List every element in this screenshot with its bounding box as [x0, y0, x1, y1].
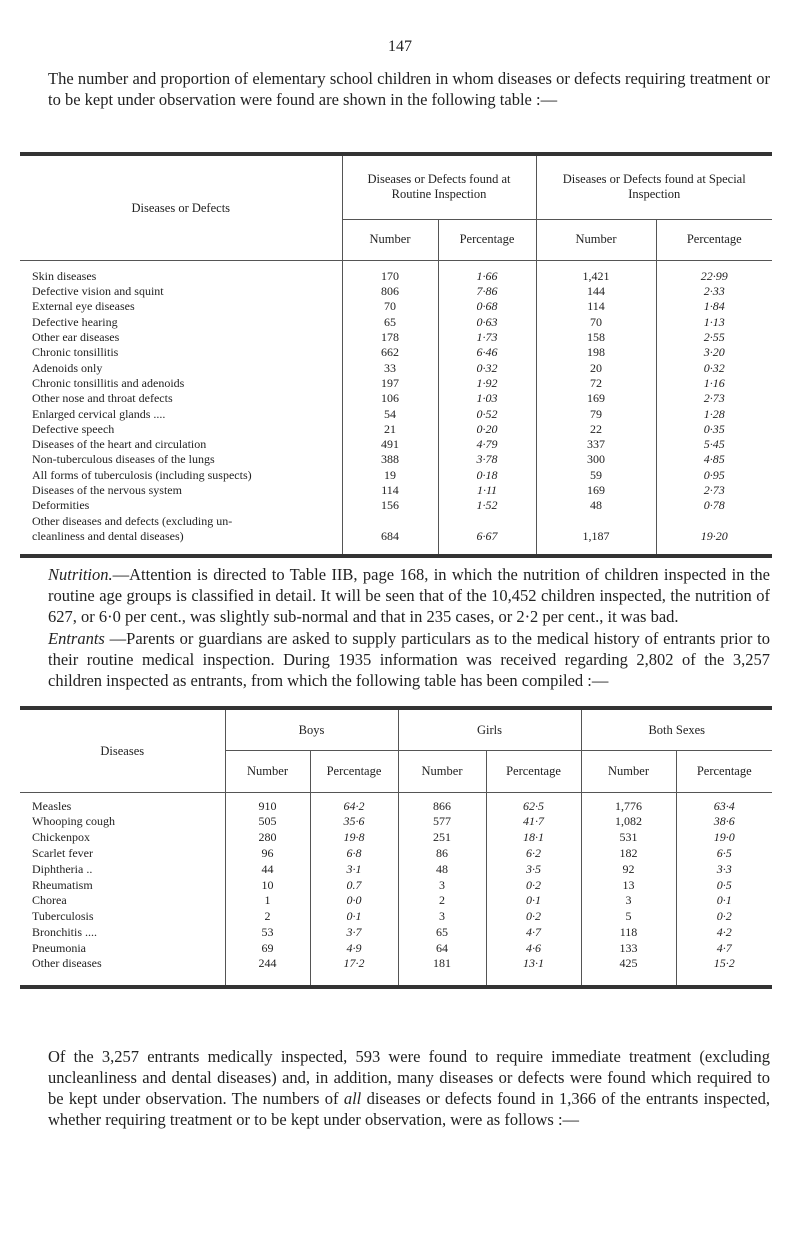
row-label: Measles	[20, 793, 225, 815]
special-number-cell: 22	[536, 422, 656, 437]
girls-percentage-cell: 0·2	[486, 877, 581, 893]
table-row	[20, 452, 772, 467]
table-row	[20, 376, 772, 391]
table-row	[20, 483, 772, 498]
special-number-cell: 114	[536, 299, 656, 314]
boys-percentage-cell: 17·2	[310, 956, 398, 987]
routine-number-cell: 156	[342, 498, 438, 513]
special-number-cell: 144	[536, 284, 656, 299]
boys-number-cell: 10	[225, 877, 310, 893]
both-number-cell: 92	[581, 861, 676, 877]
boys-number-cell: 505	[225, 814, 310, 830]
row-label: Rheumatism	[20, 877, 225, 893]
special-number-cell: 59	[536, 468, 656, 483]
intro-paragraph: The number and proportion of elementary school children in whom diseases or defects requiring treatment or to be kept under observation were found are shown in the following table :—	[48, 69, 770, 109]
table-row	[20, 956, 772, 987]
table-row	[20, 284, 772, 299]
both-percentage-cell: 4·7	[716, 940, 732, 955]
routine-percentage-cell: 6·67	[438, 529, 536, 556]
row-label: Diseases of the nervous system	[20, 483, 342, 498]
girls-number-cell: 64	[398, 940, 486, 956]
col-group-both-sexes: Both Sexes	[648, 722, 706, 737]
routine-percentage-cell: 6·46	[438, 345, 536, 360]
closing-paragraph	[48, 1046, 770, 1130]
boys-number-cell: 280	[225, 830, 310, 846]
girls-number-cell: 48	[398, 861, 486, 877]
table-row	[20, 468, 772, 483]
special-number-cell: 1,187	[536, 529, 656, 556]
row-label: Other nose and throat defects	[20, 391, 342, 406]
special-percentage-cell: 22·99	[700, 269, 728, 283]
entrants-paragraph	[48, 628, 770, 691]
row-label: Defective speech	[20, 422, 342, 437]
row-label: Skin diseases	[20, 261, 342, 285]
boys-percentage-cell: 64·2	[310, 793, 398, 815]
table-row	[20, 909, 772, 925]
special-percentage-cell: 0·32	[703, 360, 725, 375]
row-label: Enlarged cervical glands ....	[20, 406, 342, 421]
both-percentage-cell: 38·6	[713, 814, 735, 829]
boys-number-cell: 2	[225, 909, 310, 925]
routine-number-cell: 21	[342, 422, 438, 437]
routine-number-cell: 684	[342, 529, 438, 556]
row-label: Chronic tonsillitis	[20, 345, 342, 360]
boys-percentage-cell: 35·6	[310, 814, 398, 830]
row-label: Tuberculosis	[20, 909, 225, 925]
girls-number-cell: 251	[398, 830, 486, 846]
col-header-special-number: Number	[536, 219, 656, 260]
col-group-girls: Girls	[398, 710, 581, 751]
table-row	[20, 391, 772, 406]
special-percentage-cell: 0·95	[703, 467, 725, 482]
special-number-cell: 70	[536, 315, 656, 330]
boys-number-cell: 1	[225, 893, 310, 909]
routine-percentage-cell: 0·52	[438, 406, 536, 421]
table-row	[20, 261, 772, 285]
row-label: Chronic tonsillitis and adenoids	[20, 376, 342, 391]
boys-percentage-cell: 0·1	[310, 909, 398, 925]
girls-number-cell: 3	[398, 909, 486, 925]
col-header-routine-percentage: Percentage	[438, 219, 536, 260]
special-percentage-cell: 1·13	[703, 314, 725, 329]
col-header-girls-number: Number	[398, 751, 486, 793]
table-row	[20, 406, 772, 421]
col-header-boys-percentage: Percentage	[310, 751, 398, 793]
row-label: Deformities	[20, 498, 342, 513]
routine-number-cell: 170	[342, 261, 438, 285]
both-percentage-cell: 0·1	[716, 893, 732, 908]
special-number-cell: 169	[536, 483, 656, 498]
col-header-both-number: Number	[581, 751, 676, 793]
both-percentage-cell: 0·2	[716, 909, 732, 924]
both-percentage-cell: 6·5	[716, 845, 732, 860]
routine-percentage-cell: 1·92	[438, 376, 536, 391]
special-percentage-cell	[656, 513, 772, 528]
both-number-cell: 1,082	[581, 814, 676, 830]
row-label: Pneumonia	[20, 940, 225, 956]
routine-number-cell	[342, 513, 438, 528]
girls-percentage-cell: 0·2	[486, 909, 581, 925]
both-number-cell: 13	[581, 877, 676, 893]
routine-percentage-cell: 0·18	[438, 468, 536, 483]
both-number-cell: 531	[581, 830, 676, 846]
row-label: Scarlet fever	[20, 846, 225, 862]
col-header-diseases: Diseases	[20, 710, 225, 793]
boys-number-cell: 44	[225, 861, 310, 877]
table-row	[20, 877, 772, 893]
girls-number-cell: 86	[398, 846, 486, 862]
special-percentage-cell: 0·35	[703, 421, 725, 436]
both-percentage-cell: 0·5	[716, 877, 732, 892]
girls-number-cell: 181	[398, 956, 486, 987]
special-percentage-cell: 2·73	[703, 391, 725, 406]
row-label: Bronchitis ....	[20, 925, 225, 941]
boys-number-cell: 69	[225, 940, 310, 956]
nutrition-heading: Nutrition.	[48, 565, 113, 584]
girls-number-cell: 2	[398, 893, 486, 909]
special-number-cell: 300	[536, 452, 656, 467]
both-number-cell: 118	[581, 925, 676, 941]
table-row	[20, 846, 772, 862]
table-row	[20, 422, 772, 437]
routine-percentage-cell: 4·79	[438, 437, 536, 452]
routine-percentage-cell: 0·68	[438, 299, 536, 314]
table-row	[20, 893, 772, 909]
routine-number-cell: 197	[342, 376, 438, 391]
special-percentage-cell: 1·16	[703, 375, 725, 390]
row-label: Defective vision and squint	[20, 284, 342, 299]
row-label: cleanliness and dental diseases)	[20, 529, 342, 556]
closing-text-before: Of the 3,257 entrants medically inspected, 593 were found to require immediate treatment (excluding uncleanliness and dental diseases) and, in addition, many diseases or defects were found which required to be kept under observation. The numbers of	[48, 1047, 770, 1108]
col-header-both-percentage: Percentage	[676, 751, 772, 793]
special-percentage-cell: 5·45	[703, 437, 725, 452]
special-number-cell: 198	[536, 345, 656, 360]
girls-number-cell: 577	[398, 814, 486, 830]
boys-number-cell: 910	[225, 793, 310, 815]
girls-number-cell: 65	[398, 925, 486, 941]
row-label: Non-tuberculous diseases of the lungs	[20, 452, 342, 467]
row-label: Adenoids only	[20, 360, 342, 375]
both-number-cell: 3	[581, 893, 676, 909]
special-percentage-cell: 3·20	[703, 345, 725, 360]
table-row	[20, 299, 772, 314]
girls-percentage-cell: 41·7	[486, 814, 581, 830]
special-percentage-cell: 1·84	[703, 299, 725, 314]
row-label: Diphtheria ..	[20, 861, 225, 877]
col-group-boys: Boys	[225, 710, 398, 751]
col-header-girls-percentage: Percentage	[486, 751, 581, 793]
col-group-special: Diseases or Defects found at Special Inspection	[562, 172, 746, 202]
boys-percentage-cell: 0.7	[310, 877, 398, 893]
col-header-diseases-defects: Diseases or Defects	[20, 156, 342, 261]
boys-number-cell: 244	[225, 956, 310, 987]
boys-percentage-cell: 19·8	[310, 830, 398, 846]
boys-percentage-cell: 0·0	[310, 893, 398, 909]
both-percentage-cell: 3·3	[716, 861, 732, 876]
special-number-cell: 20	[536, 360, 656, 375]
special-number-cell: 79	[536, 406, 656, 421]
routine-percentage-cell: 7·86	[438, 284, 536, 299]
special-percentage-cell: 4·85	[703, 452, 725, 467]
both-percentage-cell: 19·0	[713, 830, 735, 845]
table-row	[20, 513, 772, 528]
row-label: External eye diseases	[20, 299, 342, 314]
special-number-cell: 337	[536, 437, 656, 452]
table-row	[20, 345, 772, 360]
row-label: Chorea	[20, 893, 225, 909]
routine-percentage-cell: 1·66	[438, 261, 536, 285]
table-row	[20, 360, 772, 375]
girls-percentage-cell: 4·7	[486, 925, 581, 941]
routine-percentage-cell: 0·63	[438, 315, 536, 330]
routine-number-cell: 19	[342, 468, 438, 483]
boys-percentage-cell: 3·7	[310, 925, 398, 941]
table-row	[20, 861, 772, 877]
table-row	[20, 940, 772, 956]
row-label: Diseases of the heart and circulation	[20, 437, 342, 452]
girls-percentage-cell: 13·1	[486, 956, 581, 987]
boys-number-cell: 53	[225, 925, 310, 941]
routine-percentage-cell: 1·52	[438, 498, 536, 513]
table-row	[20, 330, 772, 345]
page-number: 147	[388, 38, 412, 55]
both-number-cell: 133	[581, 940, 676, 956]
routine-number-cell: 178	[342, 330, 438, 345]
entrants-history-table	[20, 706, 772, 989]
table-row	[20, 793, 772, 815]
routine-percentage-cell: 3·78	[438, 452, 536, 467]
routine-number-cell: 33	[342, 360, 438, 375]
special-number-cell: 158	[536, 330, 656, 345]
routine-number-cell: 70	[342, 299, 438, 314]
girls-percentage-cell: 6·2	[486, 846, 581, 862]
boys-percentage-cell: 4·9	[310, 940, 398, 956]
closing-text-after: diseases or defects found in 1,366 of the entrants inspected, whether requiring treatment or to be kept under observation, were as follows :—	[48, 1089, 771, 1129]
row-label: Other ear diseases	[20, 330, 342, 345]
boys-percentage-cell: 3·1	[310, 861, 398, 877]
closing-italic-word: all	[343, 1089, 362, 1108]
routine-percentage-cell: 0·20	[438, 422, 536, 437]
both-percentage-cell: 15·2	[713, 956, 735, 971]
special-number-cell: 1,421	[536, 261, 656, 285]
nutrition-text: —Attention is directed to Table IIB, page 168, in which the nutrition of children inspected in the routine age groups is classified in detail. It will be seen that of the 10,452 children inspected, the nutrition of 627, or 6·0 per cent., was slightly sub-normal and that in 235 cases, or 2·2 per cent., it was bad.	[48, 565, 770, 626]
inspection-defects-table	[20, 152, 772, 558]
both-number-cell: 5	[581, 909, 676, 925]
special-percentage-cell: 2·55	[703, 330, 725, 345]
both-number-cell: 182	[581, 846, 676, 862]
girls-percentage-cell: 18·1	[486, 830, 581, 846]
special-percentage-cell: 19·20	[700, 528, 728, 543]
boys-number-cell: 96	[225, 846, 310, 862]
routine-number-cell: 806	[342, 284, 438, 299]
routine-number-cell: 106	[342, 391, 438, 406]
routine-percentage-cell: 0·32	[438, 360, 536, 375]
boys-percentage-cell: 6·8	[310, 846, 398, 862]
nutrition-paragraph	[48, 564, 770, 627]
routine-number-cell: 491	[342, 437, 438, 452]
row-label: Whooping cough	[20, 814, 225, 830]
special-number-cell	[536, 513, 656, 528]
entrants-heading: Entrants	[48, 629, 105, 648]
table-row	[20, 437, 772, 452]
row-label: Defective hearing	[20, 315, 342, 330]
both-number-cell: 1,776	[581, 793, 676, 815]
routine-number-cell: 388	[342, 452, 438, 467]
row-label: Chickenpox	[20, 830, 225, 846]
col-header-special-percentage: Percentage	[656, 219, 772, 260]
girls-number-cell: 866	[398, 793, 486, 815]
row-label: Other diseases	[20, 956, 225, 987]
routine-number-cell: 662	[342, 345, 438, 360]
girls-percentage-cell: 62·5	[486, 793, 581, 815]
special-percentage-cell: 1·28	[703, 406, 725, 421]
girls-number-cell: 3	[398, 877, 486, 893]
special-percentage-cell: 0·78	[703, 498, 725, 513]
table-row	[20, 315, 772, 330]
col-group-routine: Diseases or Defects found at Routine Inspection	[342, 156, 536, 219]
girls-percentage-cell: 3·5	[486, 861, 581, 877]
special-number-cell: 72	[536, 376, 656, 391]
routine-number-cell: 114	[342, 483, 438, 498]
col-header-routine-number: Number	[342, 219, 438, 260]
row-label: Other diseases and defects (excluding un-	[20, 513, 342, 528]
routine-number-cell: 54	[342, 406, 438, 421]
girls-percentage-cell: 4·6	[486, 940, 581, 956]
table-row	[20, 498, 772, 513]
special-percentage-cell: 2·73	[703, 483, 725, 497]
table-row	[20, 830, 772, 846]
special-percentage-cell: 2·33	[703, 284, 725, 299]
special-number-cell: 48	[536, 498, 656, 513]
entrants-text: —Parents or guardians are asked to supply particulars as to the medical history of entrants prior to their routine medical inspection. During 1935 information was received regarding 2,802 of the 3,257 children inspected as entrants, from which the following table has been compiled :—	[48, 629, 770, 690]
row-label: All forms of tuberculosis (including suspects)	[20, 468, 342, 483]
special-number-cell: 169	[536, 391, 656, 406]
table-row	[20, 529, 772, 556]
routine-percentage-cell: 1·73	[438, 330, 536, 345]
both-number-cell: 425	[581, 956, 676, 987]
routine-percentage-cell	[438, 513, 536, 528]
table-row	[20, 925, 772, 941]
routine-number-cell: 65	[342, 315, 438, 330]
both-percentage-cell: 4·2	[716, 924, 732, 939]
routine-percentage-cell: 1·03	[438, 391, 536, 406]
both-percentage-cell: 63·4	[713, 799, 735, 813]
col-header-boys-number: Number	[225, 751, 310, 793]
table-row	[20, 814, 772, 830]
routine-percentage-cell: 1·11	[438, 483, 536, 498]
girls-percentage-cell: 0·1	[486, 893, 581, 909]
